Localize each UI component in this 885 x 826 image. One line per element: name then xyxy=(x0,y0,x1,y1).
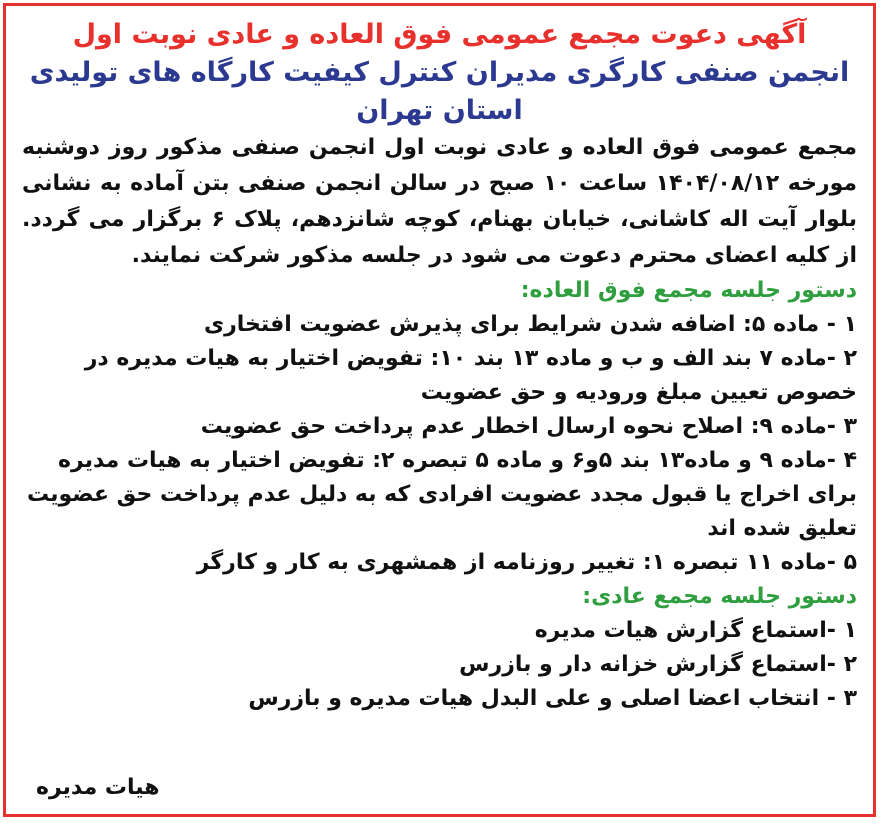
extraordinary-agenda-heading: دستور جلسه مجمع فوق العاده: xyxy=(520,278,857,303)
notice-content xyxy=(6,6,873,716)
agenda-item: ۲ -استماع گزارش خزانه دار و بازرس xyxy=(459,652,857,677)
association-name: انجمن صنفی کارگری مدیران کنترل کیفیت کارگاه های تولیدی xyxy=(29,57,850,88)
agenda-item: ۵ -ماده ۱۱ تبصره ۱: تغییر روزنامه از همشهری به کار و کارگر xyxy=(196,550,857,575)
agenda-item: ۳ -ماده ۹: اصلاح نحوه ارسال اخطار عدم پرداخت حق عضویت xyxy=(200,414,857,439)
agenda-item: ۲ -ماده ۷ بند الف و ب و ماده ۱۳ بند ۱۰: تفویض اختیار به هیات مدیره در خصوص تعیین مبلغ ورودیه و حق عضویت xyxy=(84,346,857,405)
agenda-item: ۱ - ماده ۵: اضافه شدن شرایط برای پذیرش عضویت افتخاری xyxy=(203,312,857,337)
notice-frame xyxy=(3,3,876,817)
intro-paragraph: مجمع عمومی فوق العاده و عادی نوبت اول انجمن صنفی مذکور روز دوشنبه مورخه ۱۴۰۴/۰۸/۱۲ ساعت ۱۰ صبح در سالن انجمن صنفی بتن آماده به نشانی بلوار آیت اله کاشانی، خیابان بهنام، کوچه شانزدهم، پلاک ۶ برگزار می گردد. از کلیه اعضای محترم دعوت می شود در جلسه مذکور شرکت نمایند. xyxy=(22,135,858,268)
agenda-item: ۳ - انتخاب اعضا اصلی و علی البدل هیات مدیره و بازرس xyxy=(248,686,857,711)
signature: هیات مدیره xyxy=(36,775,160,800)
province-name: استان تهران xyxy=(356,95,523,126)
ordinary-agenda-list xyxy=(22,614,857,716)
notice-title: آگهی دعوت مجمع عمومی فوق العاده و عادی نوبت اول xyxy=(72,19,807,50)
ordinary-agenda-heading: دستور جلسه مجمع عادی: xyxy=(582,584,857,609)
agenda-item: ۴ -ماده ۹ و ماده۱۳ بند ۵و۶ و ماده ۵ تبصره ۲: تفویض اختیار به هیات مدیره برای اخراج یا قبول مجدد عضویت افرادی که به دلیل عدم پرداخت حق عضویت تعلیق شده اند xyxy=(26,448,857,541)
agenda-item: ۱ -استماع گزارش هیات مدیره xyxy=(534,618,857,643)
extraordinary-agenda-list xyxy=(22,308,857,580)
